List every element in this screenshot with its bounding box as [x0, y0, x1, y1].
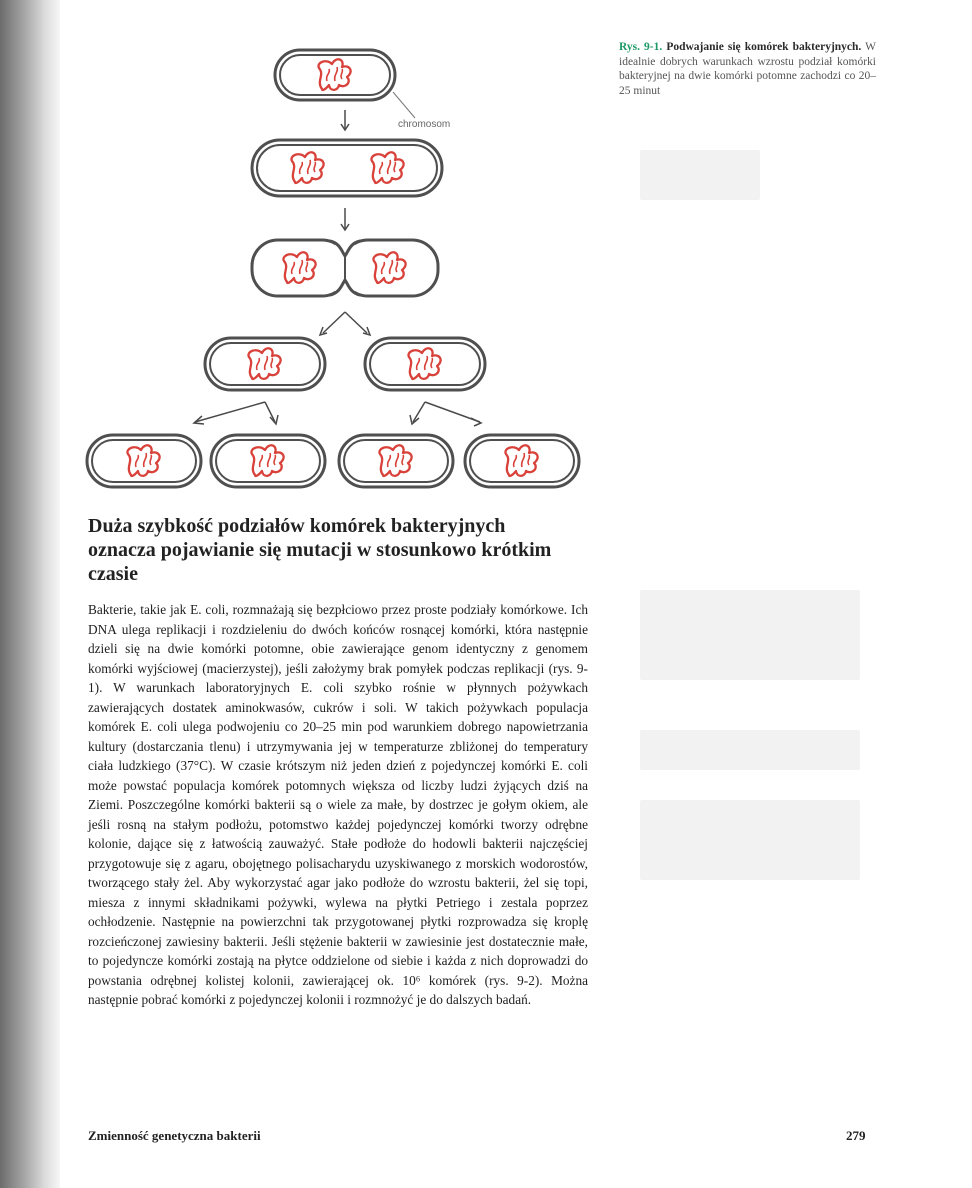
figure-caption	[619, 40, 876, 98]
daughter-cell	[365, 338, 485, 390]
show-through-block	[640, 590, 860, 680]
granddaughter-cell	[211, 435, 325, 487]
figure-number: Rys. 9-1.	[619, 41, 663, 53]
page-gutter-shadow	[0, 0, 60, 1188]
down-arrow	[341, 208, 349, 230]
granddaughter-cell	[339, 435, 453, 487]
chromosome-leader-line	[393, 92, 415, 118]
section-heading: Duża szybkość podziałów komórek bakteryjnych oznacza pojawianie się mutacji w stosunkowo krótkim czasie	[88, 515, 552, 585]
chromosome-label: chromosom	[398, 119, 451, 130]
show-through-block	[640, 730, 860, 770]
down-arrow	[341, 110, 349, 130]
daughter-cell	[205, 338, 325, 390]
split-arrow	[410, 402, 481, 426]
granddaughter-cell	[87, 435, 201, 487]
elongated-cell	[252, 140, 442, 196]
granddaughter-cell	[465, 435, 579, 487]
split-arrow	[194, 402, 278, 424]
page-number: 279	[846, 1128, 866, 1143]
figure-title: Podwajanie się komórek bakteryjnych.	[666, 41, 862, 53]
running-title: Zmienność genetyczna bakterii	[88, 1128, 261, 1143]
show-through-block	[640, 800, 860, 880]
cell-division-figure	[75, 30, 615, 500]
body-text-column	[88, 600, 588, 1010]
split-arrow	[320, 312, 370, 335]
parent-cell	[275, 50, 395, 100]
dividing-cell	[252, 240, 438, 296]
figure-caption-text: W idealnie dobrych warunkach wzrostu podział komórki bakteryjnej na dwie komórki potomne zachodzi co 20–25 minut	[619, 41, 877, 97]
show-through-block	[640, 150, 760, 200]
body-paragraph: Bakterie, takie jak E. coli, rozmnażają się bezpłciowo przez proste podziały komórkowe. Ich DNA ulega replikacji i rozdzieleniu do dwóch końców rosnącej komórki, która następnie dzieli się na dwie komórki potomne, obie zawierające genom identyczny z genomem komórki wyjściowej (macierzystej), jeśli założymy brak pomyłek podczas replikacji (rys. 9-1). W warunkach laboratoryjnych E. coli szybko rośnie w płynnych pożywkach zawierających dostatek aminokwasów, cukrów i soli. W takich pożywkach populacja komórek E. coli ulega podwojeniu co 20–25 min pod warunkiem dobrego napowietrzania kultury (dostarczania tlenu) i utrzymywania jej w temperaturze zbliżonej do temperatury ciała ludzkiego (37°C). W czasie krótszym niż jeden dzień z pojedynczej komórki E. coli może powstać populacja komórek potomnych większa od liczby ludzi żyjących dziś na Ziemi. Poszczególne komórki bakterii są o wiele za małe, by dostrzec je gołym okiem, ale jeśli rosną na stałym podłożu, potomstwo każdej pojedynczej komórki tworzy odrębne kolonie, dające się z łatwością zauważyć. Stałe podłoże do hodowli bakterii najczęściej przygotowuje się z agaru, obojętnego polisacharydu uzyskiwanego z morskich wodorostów, tworzącego stały żel. Aby wykorzystać agar jako podłoże do wzrostu bakterii, żel się topi, miesza z innymi składnikami pożywki, wylewa na płytki Petriego i zestala poprzez ochłodzenie. Następnie na powierzchni tak przygotowanej płytki rozprowadza się kroplę rozcieńczonej zawiesiny bakterii. Jeśli stężenie bakterii w zawiesinie jest dostatecznie małe, to pojedyncze komórki zostają na płytce oddzielone od siebie i każda z nich doprowadzi do powstania odrębnej kolistej kolonii, zawierającej ok. 10⁶ komórek (rys. 9-2). Można następnie pobrać komórki z pojedynczej kolonii i rozmnożyć je do dalszych badań.	[88, 602, 588, 1007]
